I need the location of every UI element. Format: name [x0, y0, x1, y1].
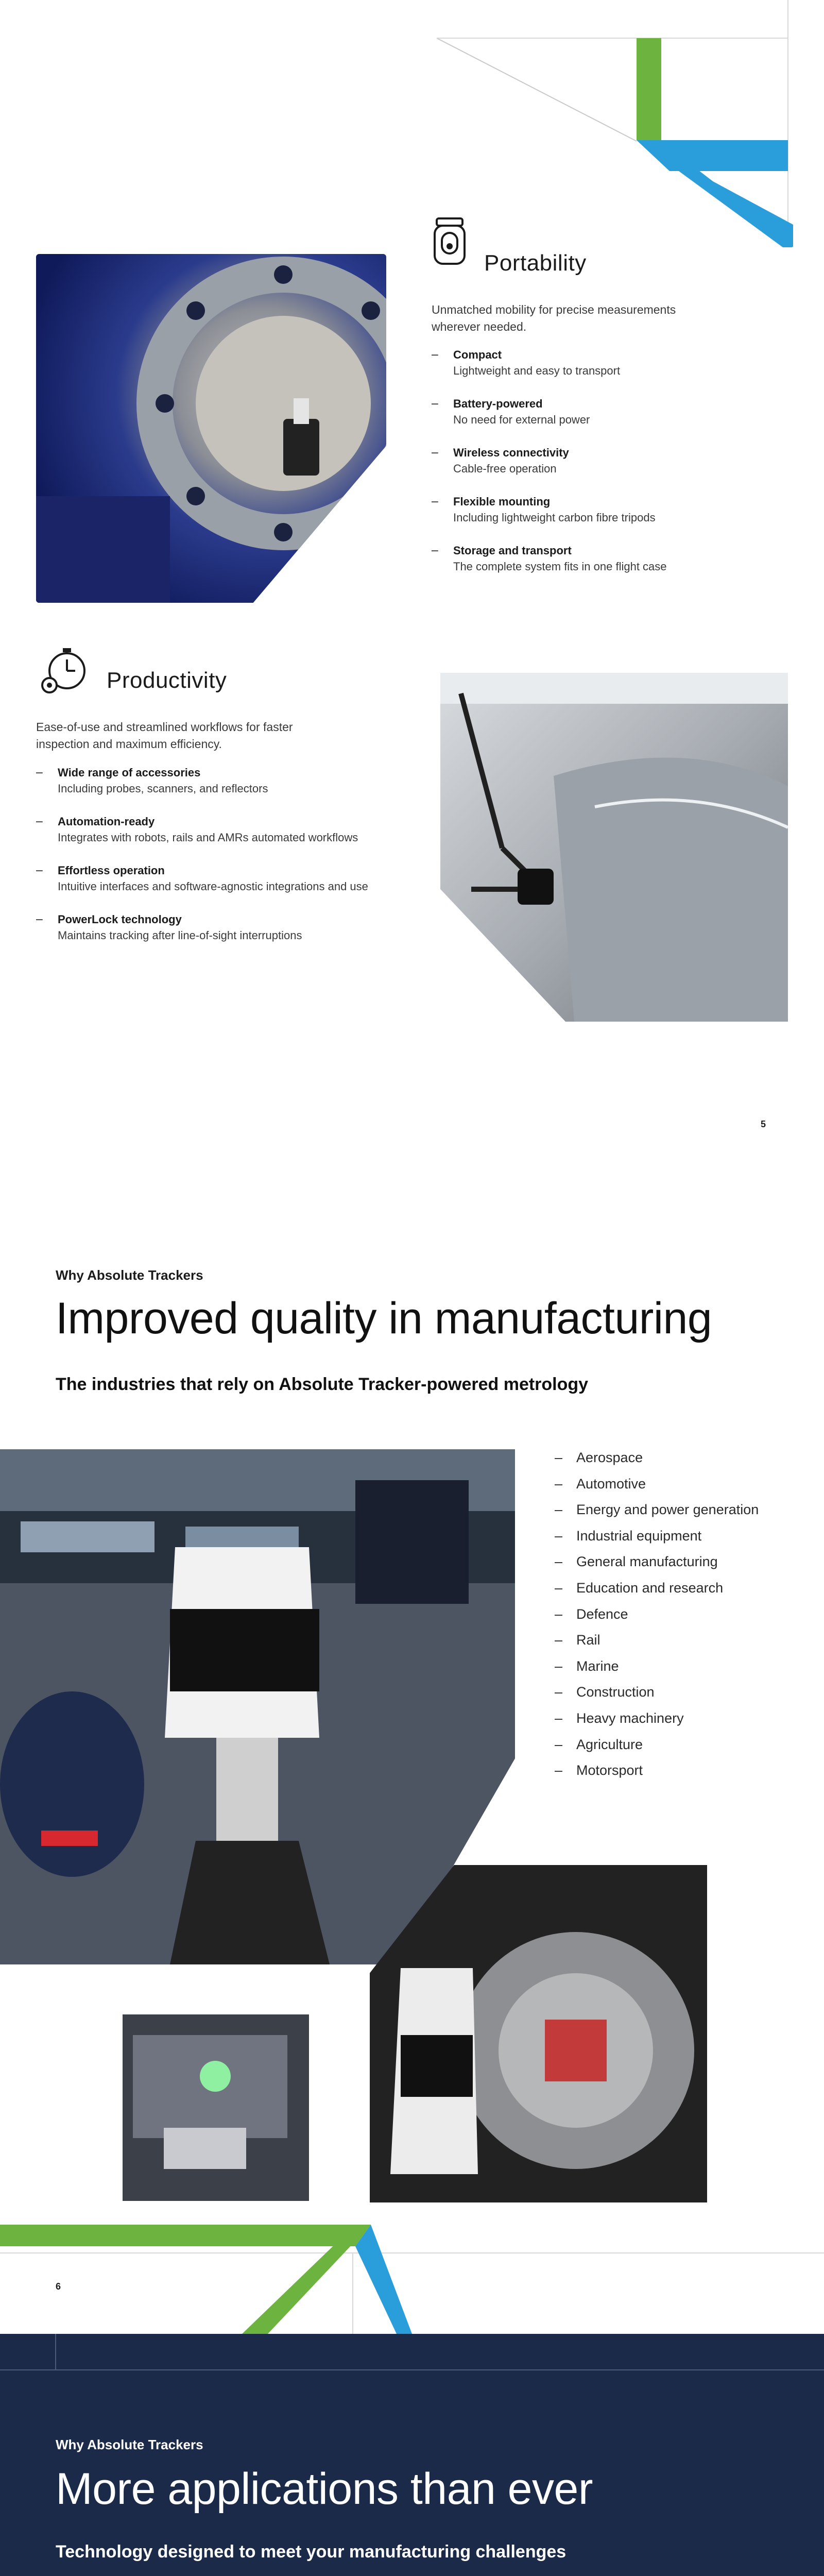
item-heading: – Wireless connectivity	[453, 446, 569, 459]
productivity-icon	[36, 645, 88, 699]
list-item	[432, 347, 751, 379]
item-heading: – Automation-ready	[58, 815, 155, 828]
list-item: – Construction	[555, 1679, 759, 1705]
portability-intro: Unmatched mobility for precise measurements wherever needed.	[432, 303, 676, 333]
list-item	[432, 494, 751, 526]
item-heading: – Battery-powered	[453, 397, 543, 410]
list-item: – Industrial equipment	[555, 1523, 759, 1549]
list-item	[36, 912, 386, 943]
item-heading: – Compact	[453, 348, 502, 361]
portability-icon	[432, 215, 468, 269]
item-heading: – Effortless operation	[58, 864, 165, 877]
list-item	[36, 765, 386, 796]
list-item: – Energy and power generation	[555, 1497, 759, 1523]
industries-list	[555, 1445, 759, 1784]
item-description: Maintains tracking after line-of-sight interruptions	[58, 929, 302, 942]
item-description: Including probes, scanners, and reflectors	[58, 782, 268, 795]
item-heading: – Wide range of accessories	[58, 766, 201, 779]
portability-list	[432, 347, 751, 592]
productivity-list	[36, 765, 386, 961]
item-description: No need for external power	[453, 413, 590, 426]
page-number: 6	[56, 2281, 61, 2292]
section-eyebrow: Why Absolute Trackers	[56, 1267, 203, 1283]
item-heading: – Flexible mounting	[453, 495, 551, 508]
page-title: Improved quality in manufacturing	[56, 1294, 712, 1343]
page-5	[0, 0, 824, 1200]
portability-photo	[36, 254, 386, 603]
footer-stripes	[0, 2225, 824, 2334]
list-item: – Defence	[555, 1601, 759, 1628]
list-item	[36, 814, 386, 845]
list-item: – Aerospace	[555, 1445, 759, 1471]
list-item: – Motorsport	[555, 1757, 759, 1784]
list-item	[36, 863, 386, 894]
list-item: – Automotive	[555, 1471, 759, 1497]
item-description: Integrates with robots, rails and AMRs automated workflows	[58, 831, 358, 844]
list-item: – Marine	[555, 1653, 759, 1680]
page-7	[0, 2334, 824, 2576]
item-description: The complete system fits in one flight case	[453, 560, 667, 573]
page-subtitle: The industries that rely on Absolute Tracker-powered metrology	[56, 1375, 589, 1394]
part-inspection-photo	[123, 2014, 309, 2201]
decorative-stripes	[0, 0, 824, 247]
list-item	[432, 543, 751, 574]
list-item: – Agriculture	[555, 1732, 759, 1758]
productivity-photo	[440, 673, 788, 1022]
section-eyebrow: Why Absolute Trackers	[56, 2437, 203, 2452]
list-item: – Rail	[555, 1627, 759, 1653]
item-description: Lightweight and easy to transport	[453, 364, 621, 377]
item-description: Intuitive interfaces and software-agnostic integrations and use	[58, 880, 368, 893]
list-item: – Education and research	[555, 1575, 759, 1601]
page-subtitle: Technology designed to meet your manufacturing challenges	[56, 2542, 566, 2562]
page-6	[0, 1200, 824, 2334]
list-item: – General manufacturing	[555, 1549, 759, 1575]
productivity-intro: Ease-of-use and streamlined workflows for faster inspection and maximum efficiency.	[36, 720, 293, 751]
portability-title: Portability	[484, 250, 587, 276]
list-item	[432, 396, 751, 428]
turbine-photo	[370, 1865, 707, 2202]
productivity-title: Productivity	[107, 668, 227, 693]
item-description: Including lightweight carbon fibre tripods	[453, 511, 656, 524]
header-lines	[0, 2334, 824, 2385]
list-item	[432, 445, 751, 477]
item-heading: – Storage and transport	[453, 544, 572, 557]
page-number: 5	[761, 1119, 766, 1129]
item-heading: – PowerLock technology	[58, 913, 182, 926]
page-title: More applications than ever	[56, 2464, 593, 2514]
item-description: Cable-free operation	[453, 462, 557, 475]
list-item: – Heavy machinery	[555, 1705, 759, 1732]
